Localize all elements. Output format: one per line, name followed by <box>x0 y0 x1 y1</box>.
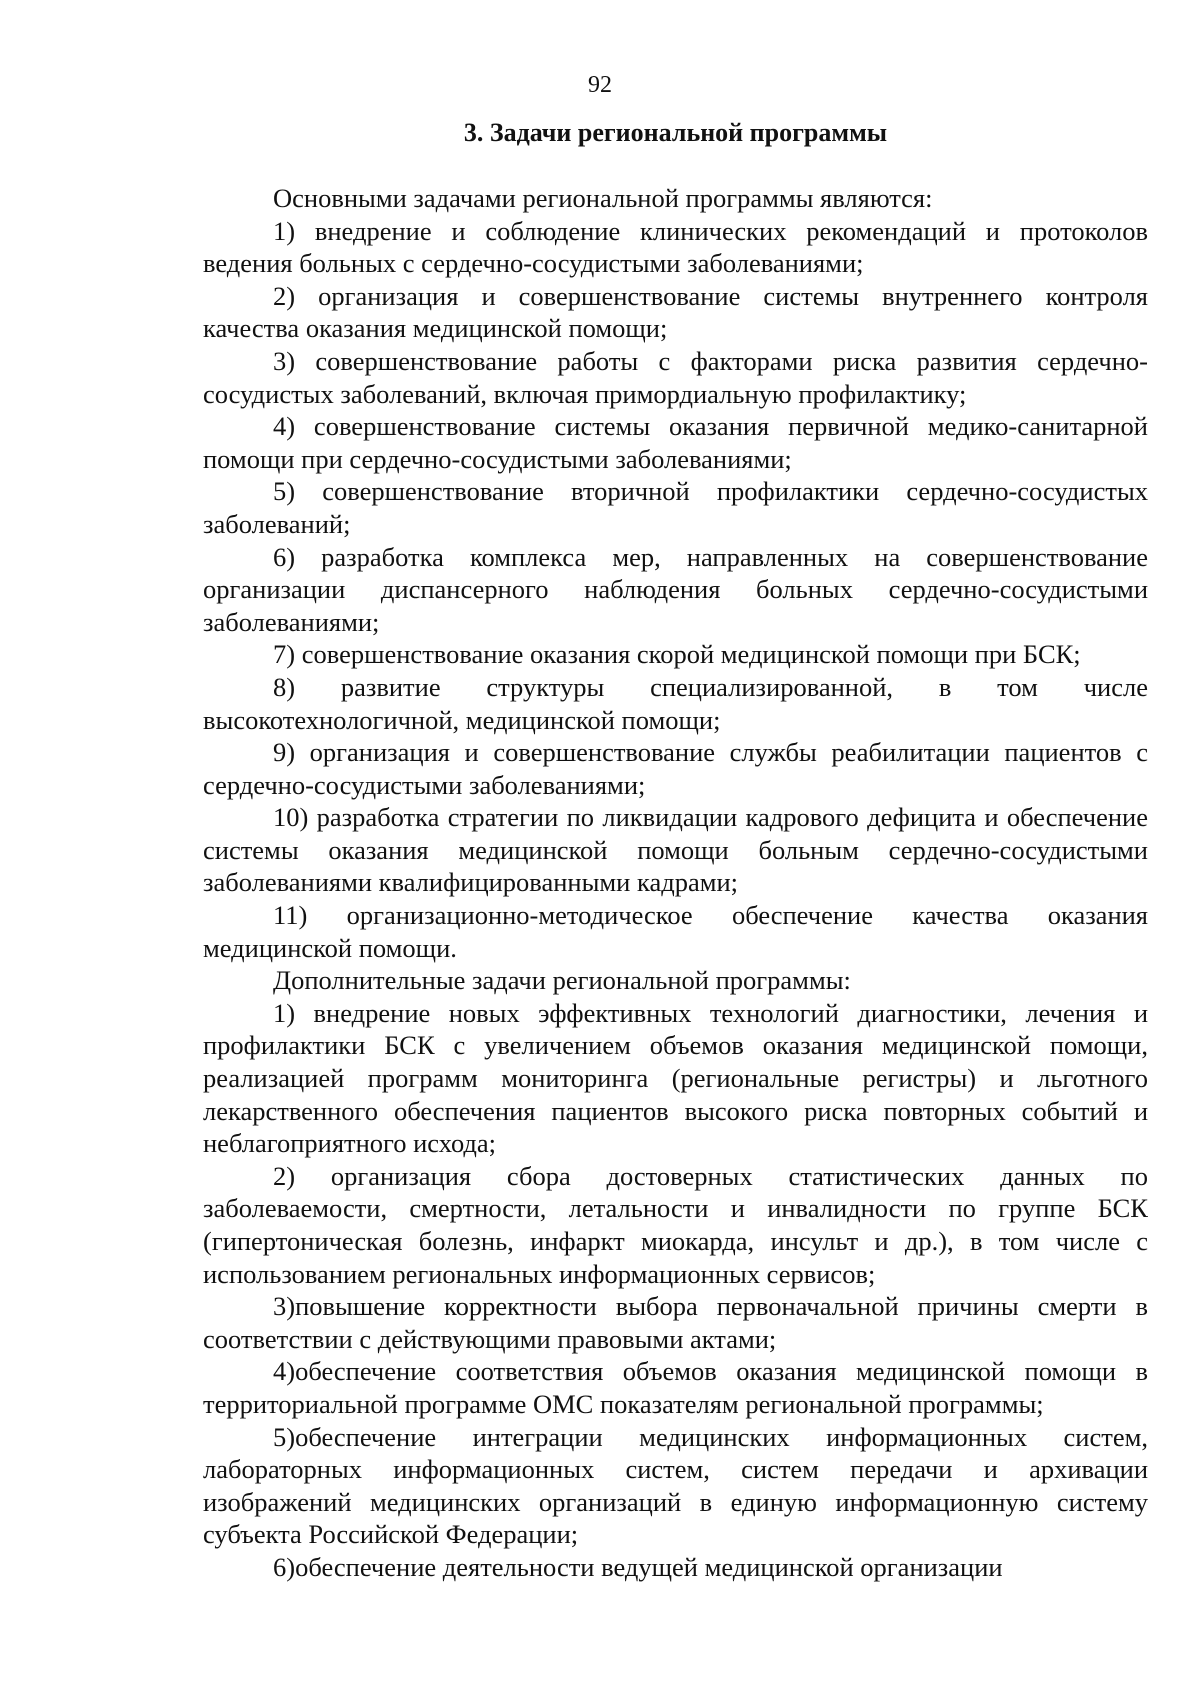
main-task-item: 6) разработка комплекса мер, направленных на совершенствование организации диспансерного наблюдения больных сердечно-сосудистыми заболеваниями; <box>203 541 1148 637</box>
additional-task-item: 3)повышение корректности выбора первоначальной причины смерти в соответствии с действующими правовыми актами; <box>203 1291 1148 1354</box>
main-task-item: 1) внедрение и соблюдение клинических рекомендаций и протоколов ведения больных с сердечно-сосудистыми заболеваниями; <box>203 215 1148 279</box>
main-task-item: 2) организация и совершенствование системы внутреннего контроля качества оказания медицинской помощи; <box>203 280 1148 344</box>
additional-task-item: 6)обеспечение деятельности ведущей медицинской организации <box>273 1551 1003 1582</box>
main-tasks-intro: Основными задачами региональной программы являются: <box>273 183 933 213</box>
additional-tasks-intro: Дополнительные задачи региональной программы: <box>273 965 851 996</box>
section-body <box>203 182 1148 1584</box>
page-number: 92 <box>588 72 612 98</box>
additional-task-item: 5)обеспечение интеграции медицинских информационных систем, лабораторных информационных систем, систем передачи и архивации изображений медицинских организаций в единую информационную систему субъекта Российской Федерации; <box>203 1421 1148 1550</box>
main-task-item: 5) совершенствование вторичной профилактики сердечно-сосудистых заболеваний; <box>203 476 1148 539</box>
additional-task-item: 4)обеспечение соответствия объемов оказания медицинской помощи в территориальной программе ОМС показателям региональной программы; <box>203 1356 1148 1419</box>
main-task-item: 8) развитие структуры специализированной, в том числе высокотехнологичной, медицинской помощи; <box>203 671 1148 735</box>
main-task-item: 3) совершенствование работы с факторами риска развития сердечно-сосудистых заболеваний, включая примордиальную профилактику; <box>203 345 1148 409</box>
additional-task-item: 2) организация сбора достоверных статистических данных по заболеваемости, смертности, летальности и инвалидности по группе БСК (гипертоническая болезнь, инфаркт миокарда, инсульт и др.), в том числе с использованием региональных информационных сервисов; <box>203 1160 1148 1289</box>
additional-task-item: 1) внедрение новых эффективных технологий диагностики, лечения и профилактики БСК с увеличением объемов оказания медицинской помощи, реализацией программ мониторинга (региональные регистры) и льготного лекарственного обеспечения пациентов высокого риска повторных событий и неблагоприятного исхода; <box>203 997 1148 1159</box>
main-task-item: 7) совершенствование оказания скорой медицинской помощи при БСК; <box>273 639 1081 670</box>
main-task-item: 10) разработка стратегии по ликвидации кадрового дефицита и обеспечение системы оказания медицинской помощи больным сердечно-сосудистыми заболеваниями квалифицированными кадрами; <box>203 802 1148 898</box>
section-title: 3. Задачи региональной программы <box>463 118 888 147</box>
main-task-item: 4) совершенствование системы оказания первичной медико-санитарной помощи при сердечно-сосудистыми заболеваниями; <box>203 411 1148 474</box>
main-task-item: 11) организационно-методическое обеспечение качества оказания медицинской помощи. <box>203 900 1148 963</box>
main-task-item: 9) организация и совершенствование службы реабилитации пациентов с сердечно-сосудистыми заболеваниями; <box>203 737 1148 800</box>
